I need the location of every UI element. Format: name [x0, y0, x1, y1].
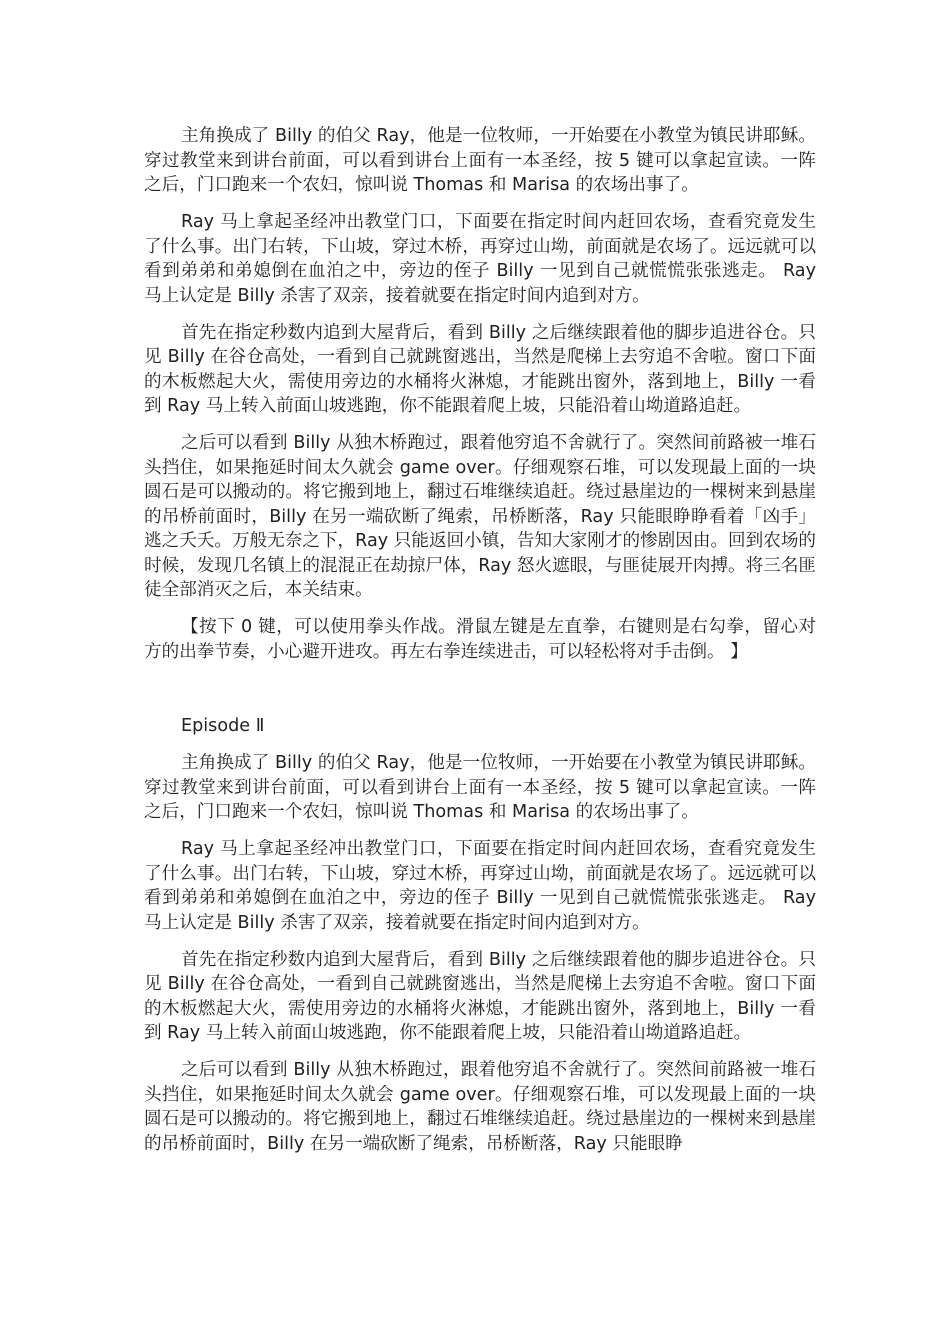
- paragraph: 之后可以看到 Billy 从独木桥跑过，跟着他穷追不舍就行了。突然间前路被一堆石头挡住，如果拖延时间太久就会 game over。仔细观察石堆，可以发现最上面的一块圆石是可以搬动的。将它搬到地上，翻过石堆继续追赶。绕过悬崖边的一棵树来到悬崖的吊桥前面时，Billy 在另一端砍断了绳索，吊桥断落，Ray 只能眼睁: [144, 1060, 816, 1154]
- paragraph: Ray 马上拿起圣经冲出教堂门口，下面要在指定时间内赶回农场，查看究竟发生了什么事。出门右转，下山坡，穿过木桥，再穿过山坳，前面就是农场了。远远就可以看到弟弟和弟媳倒在血泊之中，旁边的侄子 Billy 一见到自己就慌慌张张逃走。 Ray 马上认定是 Billy 杀害了双亲，接着就要在指定时间内追到对方。: [144, 212, 816, 306]
- episode-heading: Episode Ⅱ: [181, 716, 265, 736]
- document-page: [144, 124, 816, 1169]
- paragraph: Ray 马上拿起圣经冲出教堂门口，下面要在指定时间内赶回农场，查看究竟发生了什么事。出门右转，下山坡，穿过木桥，再穿过山坳，前面就是农场了。远远就可以看到弟弟和弟媳倒在血泊之中，旁边的侄子 Billy 一见到自己就慌慌张张逃走。 Ray 马上认定是 Billy 杀害了双亲，接着就要在指定时间内追到对方。: [144, 839, 816, 933]
- paragraph: 主角换成了 Billy 的伯父 Ray，他是一位牧师，一开始要在小教堂为镇民讲耶稣。穿过教堂来到讲台前面，可以看到讲台上面有一本圣经，按 5 键可以拿起宣读。一阵之后，门口跑来一个农妇，惊叫说 Thomas 和 Marisa 的农场出事了。: [144, 126, 816, 195]
- paragraph: 首先在指定秒数内追到大屋背后，看到 Billy 之后继续跟着他的脚步追进谷仓。只见 Billy 在谷仓高处，一看到自己就跳窗逃出，当然是爬梯上去穷追不舍啦。窗口下面的木板燃起大火，需使用旁边的水桶将火淋熄，才能跳出窗外，落到地上，Billy 一看到 Ray 马上转入前面山坡逃跑，你不能跟着爬上坡，只能沿着山坳道路追赶。: [144, 322, 816, 416]
- paragraph: 之后可以看到 Billy 从独木桥跑过，跟着他穷追不舍就行了。突然间前路被一堆石头挡住，如果拖延时间太久就会 game over。仔细观察石堆，可以发现最上面的一块圆石是可以搬动的。将它搬到地上，翻过石堆继续追赶。绕过悬崖边的一棵树来到悬崖的吊桥前面时，Billy 在另一端砍断了绳索，吊桥断落，Ray 只能眼睁睁看着「凶手」逃之夭夭。万般无奈之下，Ray 只能返回小镇，告知大家刚才的惨剧因由。回到农场的时候，发现几名镇上的混混正在劫掠尸体，Ray 怒火遮眼，与匪徒展开肉搏。将三名匪徒全部消灭之后，本关结束。: [144, 433, 817, 600]
- paragraph: 首先在指定秒数内追到大屋背后，看到 Billy 之后继续跟着他的脚步追进谷仓。只见 Billy 在谷仓高处，一看到自己就跳窗逃出，当然是爬梯上去穷追不舍啦。窗口下面的木板燃起大火，需使用旁边的水桶将火淋熄，才能跳出窗外，落到地上，Billy 一看到 Ray 马上转入前面山坡逃跑，你不能跟着爬上坡，只能沿着山坳道路追赶。: [144, 949, 816, 1043]
- paragraph: 主角换成了 Billy 的伯父 Ray，他是一位牧师，一开始要在小教堂为镇民讲耶稣。穿过教堂来到讲台前面，可以看到讲台上面有一本圣经，按 5 键可以拿起宣读。一阵之后，门口跑来一个农妇，惊叫说 Thomas 和 Marisa 的农场出事了。: [144, 753, 816, 822]
- tip-note: 【按下 0 键，可以使用拳头作战。滑鼠左键是左直拳，右键则是右勾拳，留心对方的出拳节奏，小心避开进攻。再左右拳连续进击，可以轻松将对手击倒。 】: [144, 617, 816, 662]
